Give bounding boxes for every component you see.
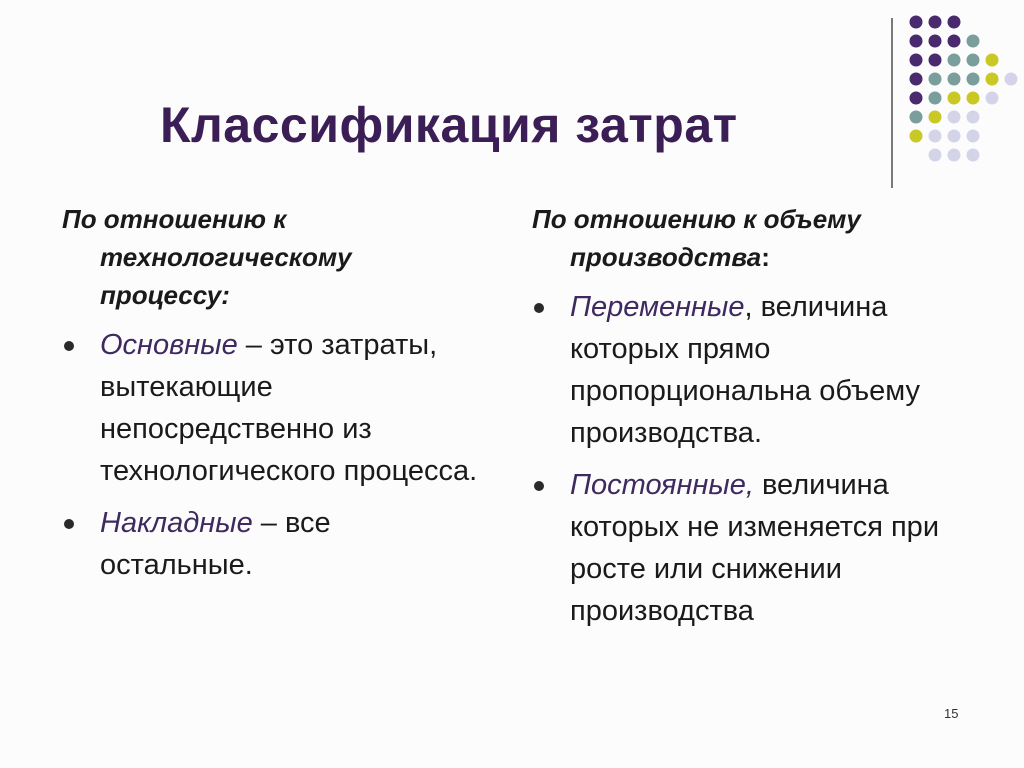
decorative-dot bbox=[986, 73, 999, 86]
list-item bbox=[62, 324, 482, 492]
term-description: – все остальные. bbox=[100, 507, 331, 581]
right-heading-colon: : bbox=[761, 242, 770, 272]
decorative-dot bbox=[948, 111, 961, 124]
decorative-dot bbox=[967, 92, 980, 105]
list-item bbox=[532, 464, 992, 632]
decorative-dot bbox=[910, 16, 923, 29]
decorative-dot bbox=[948, 16, 961, 29]
bullet-dot-icon bbox=[534, 481, 544, 491]
left-heading bbox=[62, 200, 482, 314]
term-description: величина которых не изменяется при росте или снижении производства bbox=[570, 469, 940, 627]
decorative-dot bbox=[929, 35, 942, 48]
decorative-dot bbox=[967, 130, 980, 143]
decorative-dot-grid bbox=[0, 0, 1024, 200]
term-description: , величина которых прямо пропорциональна объему производства. bbox=[570, 291, 921, 449]
right-heading-first: По отношению к объему bbox=[532, 204, 861, 234]
right-bullet-list bbox=[532, 286, 992, 632]
bullet-dot-icon bbox=[64, 519, 74, 529]
decorative-dot bbox=[948, 149, 961, 162]
term-label: Накладные bbox=[100, 507, 253, 539]
list-item bbox=[532, 286, 992, 454]
list-item bbox=[62, 502, 482, 586]
decorative-dot bbox=[929, 92, 942, 105]
bullet-dot-icon bbox=[64, 341, 74, 351]
decorative-dot bbox=[1005, 73, 1018, 86]
decorative-dot bbox=[948, 35, 961, 48]
decorative-dot bbox=[929, 149, 942, 162]
decorative-dot bbox=[929, 111, 942, 124]
left-heading-first: По отношению к bbox=[62, 204, 287, 234]
decorative-dot bbox=[967, 73, 980, 86]
term-label: Постоянные, bbox=[570, 469, 754, 501]
decorative-dot bbox=[929, 54, 942, 67]
slide-title: Классификация затрат bbox=[160, 97, 738, 153]
decorative-dot bbox=[967, 54, 980, 67]
decorative-dot bbox=[910, 54, 923, 67]
decorative-dot bbox=[967, 111, 980, 124]
decorative-dot bbox=[948, 54, 961, 67]
right-column bbox=[532, 200, 992, 632]
decorative-dot bbox=[948, 92, 961, 105]
decorative-dot bbox=[948, 130, 961, 143]
decorative-dot bbox=[986, 54, 999, 67]
decorative-dot bbox=[910, 130, 923, 143]
left-column bbox=[62, 200, 482, 586]
decorative-dot bbox=[929, 130, 942, 143]
decorative-dot bbox=[986, 92, 999, 105]
left-heading-rest: технологическому процессу: bbox=[100, 242, 352, 310]
left-bullet-list bbox=[62, 324, 482, 586]
term-label: Основные bbox=[100, 329, 238, 361]
bullet-dot-icon bbox=[534, 303, 544, 313]
term-description: – это затраты, вытекающие непосредственно из технологического процесса. bbox=[100, 329, 478, 487]
term-label: Переменные bbox=[570, 291, 745, 323]
right-heading-rest: производства bbox=[570, 242, 762, 272]
decorative-dot bbox=[948, 73, 961, 86]
decorative-dot bbox=[929, 16, 942, 29]
decorative-dot bbox=[910, 35, 923, 48]
decorative-dot bbox=[910, 73, 923, 86]
decorative-dot bbox=[967, 149, 980, 162]
decorative-dot bbox=[929, 73, 942, 86]
right-heading-rest-wrap bbox=[532, 238, 992, 276]
page-number: 15 bbox=[944, 706, 959, 721]
decorative-dot bbox=[967, 35, 980, 48]
decorative-dot bbox=[910, 111, 923, 124]
decorative-dot bbox=[910, 92, 923, 105]
right-heading bbox=[532, 200, 992, 276]
